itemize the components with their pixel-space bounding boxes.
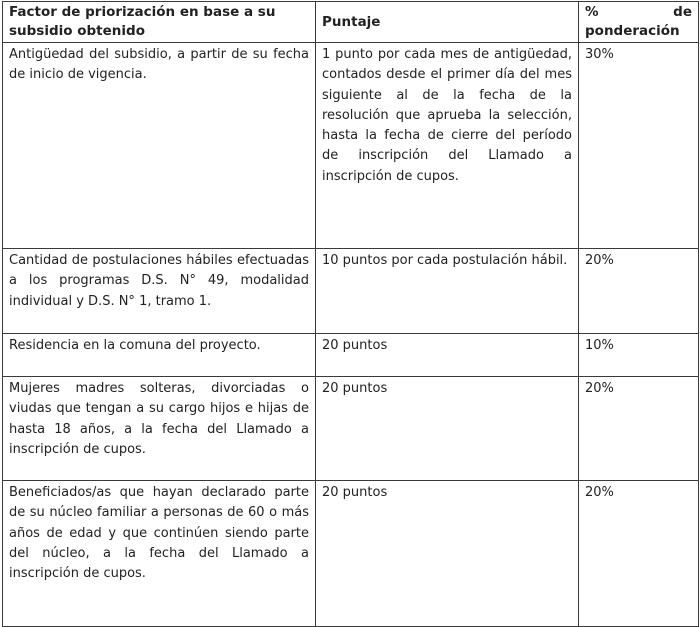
score-cell: 1 punto por cada mes de antigüedad, contados desde el primer día del mes siguiente al de la fecha de la resolución que aprueba la selección, hasta la fecha de cierre del período de inscripción del Llamado a inscripción de cupos. <box>316 43 579 249</box>
table-row <box>3 334 699 377</box>
factor-cell <box>3 377 316 481</box>
header-weight-line1 <box>585 3 692 22</box>
factor-cell <box>3 43 316 249</box>
weight-cell: 20% <box>579 377 699 481</box>
row-number <box>0 45 9 65</box>
table-row <box>3 249 699 334</box>
factor-text: Beneficiados/as que hayan declarado parte de su núcleo familiar a personas de 60 o más años de edad y que continúen siendo parte del núcleo, a la fecha del Llamado a inscripción de cupos. <box>9 485 309 582</box>
header-score-label: Puntaje <box>322 13 381 30</box>
row-number <box>0 251 9 271</box>
row-number <box>0 336 9 356</box>
header-weight <box>579 2 699 43</box>
score-cell: 10 puntos por cada postulación hábil. <box>316 249 579 334</box>
score-cell: 20 puntos <box>316 334 579 377</box>
header-row <box>3 2 699 43</box>
factor-cell <box>3 249 316 334</box>
header-weight-symbol: % <box>585 4 599 20</box>
factor-cell <box>3 481 316 627</box>
weight-cell: 30% <box>579 43 699 249</box>
score-cell: 20 puntos <box>316 377 579 481</box>
score-cell: 20 puntos <box>316 481 579 627</box>
header-factor: Factor de priorización en base a su subsidio obtenido <box>3 2 316 43</box>
factor-text: Residencia en la comuna del proyecto. <box>9 338 261 353</box>
factor-text: Cantidad de postulaciones hábiles efectuadas a los programas D.S. N° 49, modalidad individual y D.S. N° 1, tramo 1. <box>9 253 309 309</box>
header-score <box>316 2 579 43</box>
prioritization-table <box>2 1 699 627</box>
table-row <box>3 43 699 249</box>
weight-cell: 20% <box>579 249 699 334</box>
table-row <box>3 377 699 481</box>
weight-cell: 20% <box>579 481 699 627</box>
weight-cell: 10% <box>579 334 699 377</box>
factor-text: Mujeres madres solteras, divorciadas o viudas que tengan a su cargo hijos e hijas de hasta 18 años, a la fecha del Llamado a inscripción de cupos. <box>9 381 309 457</box>
table-row <box>3 481 699 627</box>
row-number <box>0 483 9 503</box>
factor-text: Antigüedad del subsidio, a partir de su fecha de inicio de vigencia. <box>9 47 309 83</box>
header-weight-label: ponderación <box>585 23 680 39</box>
row-number <box>0 379 9 399</box>
header-weight-word: de <box>673 4 692 20</box>
factor-cell <box>3 334 316 377</box>
